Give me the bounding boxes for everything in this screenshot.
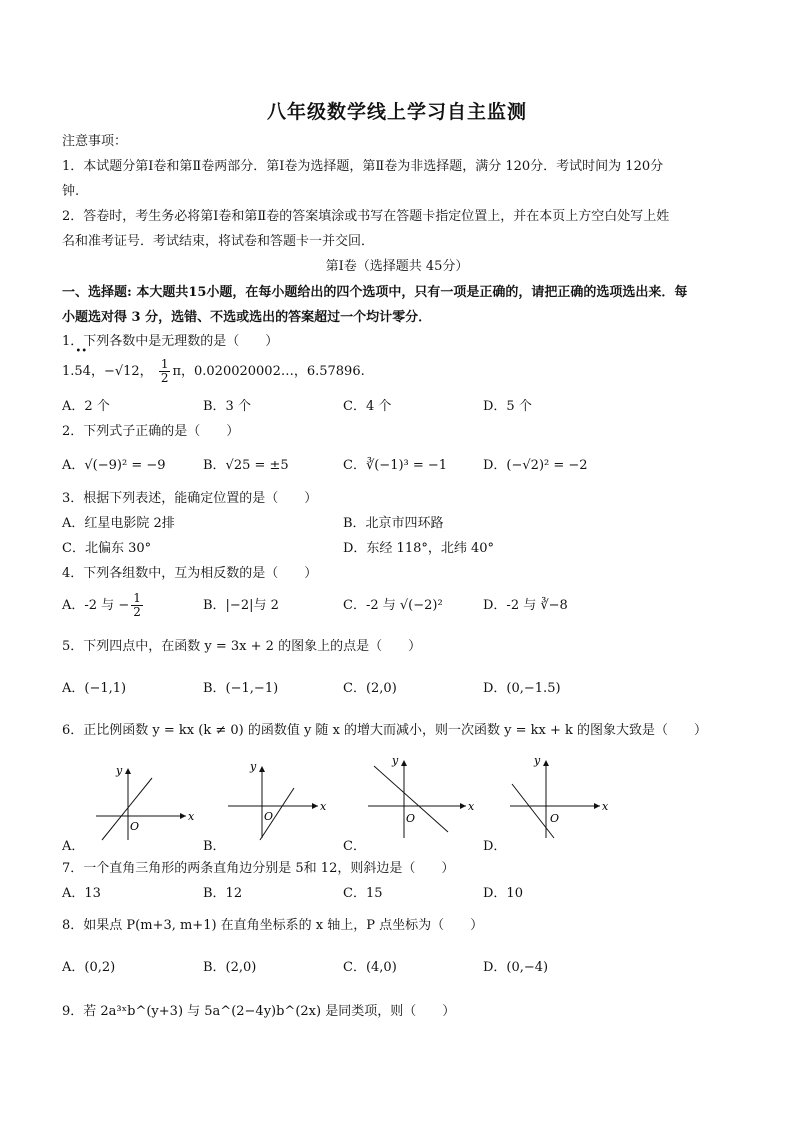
q6-graph-b[interactable] — [224, 758, 329, 840]
y-label: y — [392, 754, 399, 767]
y-label: y — [534, 754, 541, 767]
x-label: x — [602, 800, 609, 813]
q2-option-a[interactable]: A．√(−9)² = −9 — [62, 458, 166, 473]
q1-items-a: 1. — [62, 364, 75, 379]
q4-option-b[interactable]: B．|−2|与 2 — [203, 598, 279, 613]
q4-a-den: 2 — [133, 605, 141, 619]
q6-graph-d[interactable] — [506, 752, 611, 840]
page-title: 八年级数学线上学习自主监测 — [266, 101, 527, 123]
y-axis-arrow — [401, 760, 407, 766]
q6-stem: 6．正比例函数 y = kx (k ≠ 0) 的函数值 y 随 x 的增大而减小，则一次函数 y = kx + k 的图象大致是（ ） — [62, 723, 708, 738]
graph-line — [102, 778, 152, 840]
q2-option-d[interactable]: D．(−√2)² = −2 — [483, 458, 588, 473]
q4-option-c[interactable]: C．-2 与 √(−2)² — [343, 598, 443, 613]
q7-stem: 7．一个直角三角形的两条直角边分别是 5和 12，则斜边是（ ） — [62, 861, 455, 876]
y-axis-arrow — [543, 760, 549, 766]
q6-option-d[interactable]: D． — [483, 839, 507, 854]
q5-option-d[interactable]: D．(0,−1.5) — [483, 681, 561, 696]
origin-label: O — [550, 812, 560, 825]
q1-option-b[interactable]: B．3 个 — [203, 399, 251, 414]
q8-option-a[interactable]: A．(0,2) — [62, 960, 116, 975]
y-axis-arrow — [125, 768, 131, 774]
q3-option-d[interactable]: D．东经 118°，北纬 40° — [343, 541, 495, 556]
note-1-line-1: 1．本试题分第Ⅰ卷和第Ⅱ卷两部分．第Ⅰ卷为选择题，第Ⅱ卷为非选择题，满分 120分．考试时间为 120分 — [62, 159, 664, 174]
q1-fraction — [159, 358, 171, 385]
q6-graph-c[interactable] — [364, 752, 479, 840]
q1-option-a[interactable]: A．2 个 — [62, 399, 110, 414]
section-header: 第Ⅰ卷（选择题共 45分） — [325, 259, 469, 274]
q1-items-c: π，0.020020002…，6.57896. — [172, 364, 365, 379]
q2-stem: 2．下列式子正确的是（ ） — [62, 424, 240, 439]
q2-option-c[interactable]: C．∛(−1)³ = −1 — [343, 458, 448, 473]
x-label: x — [320, 800, 327, 813]
note-2-line-1: 2．答卷时，考生务必将第Ⅰ卷和第Ⅱ卷的答案填涂或书写在答题卡指定位置上，并在本页上方空白处写上姓 — [62, 209, 670, 224]
q5-option-b[interactable]: B．(−1,−1) — [203, 681, 279, 696]
section-instructions-line-2: 小题选对得 3 分，选错、不选或选出的答案超过一个均计零分． — [62, 310, 432, 325]
y-label: y — [116, 764, 123, 777]
q7-option-d[interactable]: D．10 — [483, 886, 523, 901]
q6-option-c[interactable]: C． — [343, 839, 366, 854]
q1-stem: 1．下列各数中是无理数的是（ ） — [62, 334, 279, 349]
q6-graph-a[interactable] — [88, 760, 193, 842]
q1-items-b: ，−√12， — [90, 364, 153, 379]
q4-a-num: 1 — [133, 591, 141, 605]
q3-option-c[interactable]: C．北偏东 30° — [62, 541, 152, 556]
y-label: y — [250, 760, 257, 773]
origin-label: O — [406, 812, 416, 825]
q4-option-a-fraction — [131, 592, 143, 619]
q1-repeating-decimal: 54 •• — [74, 346, 91, 379]
graph-line — [512, 784, 554, 838]
x-label: x — [468, 800, 475, 813]
q2-option-b[interactable]: B．√25 = ±5 — [203, 458, 289, 473]
q3-stem: 3．根据下列表述，能确定位置的是（ ） — [62, 491, 318, 506]
origin-label: O — [130, 820, 140, 833]
section-instructions-line-1: 一、选择题: 本大题共15小题，在每小题给出的四个选项中，只有一项是正确的，请把正确的选项选出来．每 — [62, 285, 688, 300]
note-1-line-2: 钟. — [62, 184, 80, 199]
q7-option-b[interactable]: B．12 — [203, 886, 243, 901]
q9-stem: 9．若 2a³ˣb^(y+3) 与 5a^(2−4y)b^(2x) 是同类项，则（ ） — [62, 1004, 456, 1019]
y-axis-arrow — [259, 766, 265, 772]
notes-heading: 注意事项： — [62, 134, 128, 149]
q7-option-c[interactable]: C．15 — [343, 886, 383, 901]
q5-option-a[interactable]: A．(−1,1) — [62, 681, 127, 696]
q1-option-d[interactable]: D．5 个 — [483, 399, 532, 414]
q6-option-b[interactable]: B． — [203, 839, 226, 854]
q1-option-c[interactable]: C．4 个 — [343, 399, 392, 414]
x-label: x — [188, 810, 195, 823]
q4-option-a[interactable] — [62, 592, 145, 620]
q6-option-a[interactable]: A． — [62, 839, 85, 854]
x-axis-arrow — [460, 803, 466, 809]
q8-option-d[interactable]: D．(0,−4) — [483, 960, 549, 975]
x-axis-arrow — [312, 803, 318, 809]
q3-option-b[interactable]: B．北京市四环路 — [343, 516, 444, 531]
q8-stem: 8．如果点 P(m+3, m+1) 在直角坐标系的 x 轴上，P 点坐标为（ ） — [62, 918, 484, 933]
q8-option-b[interactable]: B．(2,0) — [203, 960, 257, 975]
q7-option-a[interactable]: A．13 — [62, 886, 101, 901]
x-axis-arrow — [594, 803, 600, 809]
note-2-line-2: 名和准考证号．考试结束，将试卷和答题卡一并交回． — [62, 234, 375, 249]
q8-option-c[interactable]: C．(4,0) — [343, 960, 397, 975]
q1-items — [62, 346, 365, 388]
q1-fraction-num: 1 — [160, 357, 169, 371]
origin-label: O — [264, 810, 274, 823]
q5-stem: 5．下列四点中，在函数 y = 3x + 2 的图象上的点是（ ） — [62, 639, 422, 654]
q4-stem: 4．下列各组数中，互为相反数的是（ ） — [62, 566, 318, 581]
q4-option-d[interactable]: D．-2 与 ∛−8 — [483, 598, 568, 613]
q3-option-a[interactable]: A．红星电影院 2排 — [62, 516, 175, 531]
x-axis-arrow — [180, 813, 186, 819]
q4-option-a-text: A．-2 与 − — [62, 598, 130, 613]
q5-option-c[interactable]: C．(2,0) — [343, 681, 397, 696]
q1-fraction-den: 2 — [160, 371, 169, 385]
